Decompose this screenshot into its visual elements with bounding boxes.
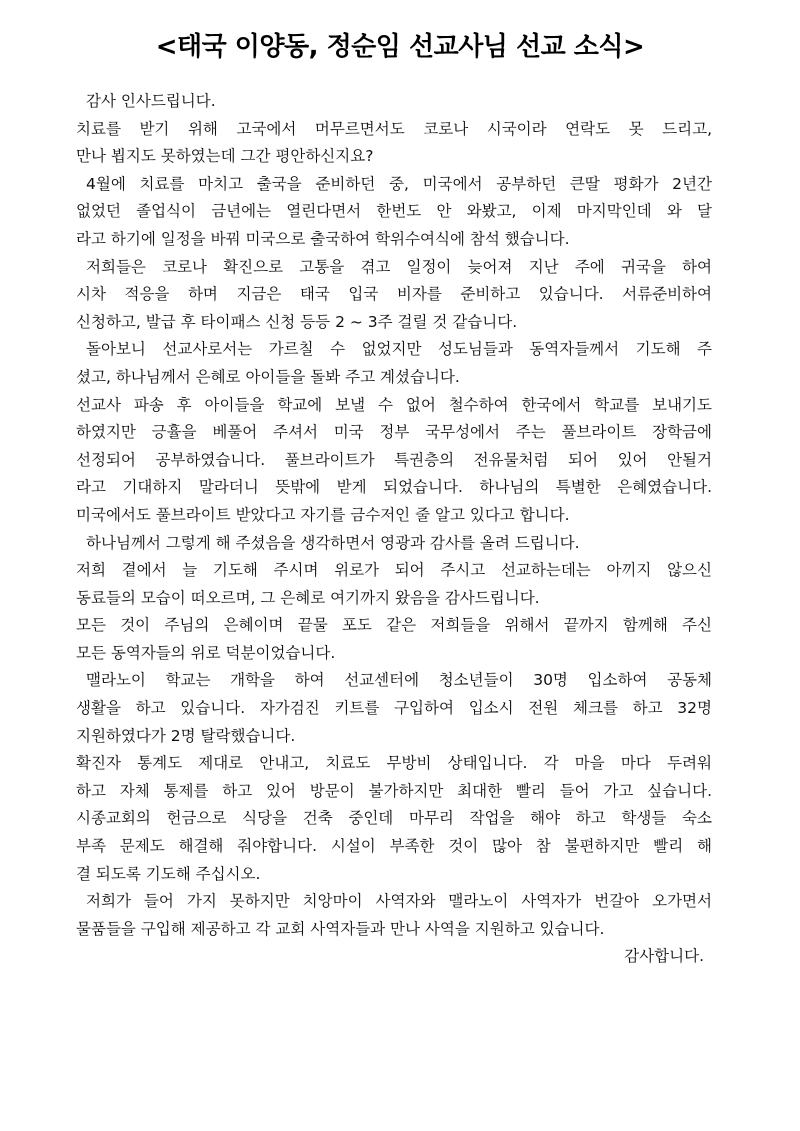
letter-body — [76, 88, 712, 971]
body-line: 동료들의 모습이 떠오르며, 그 은혜로 여기까지 왔음을 감사드립니다. — [76, 588, 540, 607]
body-line: 생활을 하고 있습니다. 자가검진 키트를 구입하여 입소시 전원 체크를 하고 32명 — [76, 699, 712, 718]
body-line: 시차 적응을 하며 지금은 태국 입국 비자를 준비하고 있습니다. 서류준비하여 — [76, 285, 712, 304]
body-line: 저희들은 코로나 확진으로 고통을 겪고 일정이 늦어져 지난 주에 귀국을 하여 — [86, 257, 712, 276]
body-line: 시종교회의 헌금으로 식당을 건축 중인데 마무리 작업을 해야 하고 학생들 숙소 — [76, 809, 712, 828]
body-line: 선정되어 공부하였습니다. 풀브라이트가 특권층의 전유물처럼 되어 있어 안될거 — [76, 450, 712, 469]
body-line: 맬라노이 학교는 개학을 하여 선교센터에 청소년들이 30명 입소하여 공동체 — [86, 671, 712, 690]
body-line: 물품들을 구입해 제공하고 각 교회 사역자들과 만나 사역을 지원하고 있습니다. — [76, 919, 605, 938]
body-line: 하고 자체 통제를 하고 있어 방문이 불가하지만 최대한 빨리 들어 가고 싶습니다. — [76, 781, 712, 800]
body-line: 저희가 들어 가지 못하지만 치앙마이 사역자와 맬라노이 사역자가 번갈아 오가면서 — [86, 892, 712, 911]
body-line: 하나님께서 그렇게 해 주셨음을 생각하면서 영광과 감사를 올려 드립니다. — [86, 533, 580, 552]
body-line: 지원하였다가 2명 탈락했습니다. — [76, 726, 296, 745]
body-line: 없었던 졸업식이 금년에는 열린다면서 한번도 안 와봤고, 이제 마지막인데 와 달 — [76, 202, 712, 221]
body-line: 확진자 통계도 제대로 안내고, 치료도 무방비 상태입니다. 각 마을 마다 두려워 — [76, 754, 712, 773]
body-line: 만나 뵙지도 못하였는데 그간 평안하신지요? — [76, 147, 374, 166]
body-line: 신청하고, 발급 후 타이패스 신청 등등 2 ~ 3주 걸릴 것 같습니다. — [76, 312, 518, 331]
body-line: 돌아보니 선교사로서는 가르칠 수 없었지만 성도님들과 동역자들께서 기도해 주 — [86, 340, 712, 359]
body-line: 모든 동역자들의 위로 덕분이었습니다. — [76, 643, 336, 662]
body-line: 라고 하기에 일정을 바꿔 미국으로 출국하여 학위수여식에 참석 했습니다. — [76, 229, 570, 248]
body-line: 치료를 받기 위해 고국에서 머무르면서도 코로나 시국이라 연락도 못 드리고, — [76, 119, 712, 138]
body-line: 라고 기대하지 말라더니 뜻밖에 받게 되었습니다. 하나님의 특별한 은혜였습니다. — [76, 478, 712, 497]
body-line: 감사 인사드립니다. — [86, 92, 216, 110]
closing-line: 감사합니다. — [624, 947, 704, 966]
body-line: 하였지만 긍휼을 베풀어 주셔서 미국 정부 국무성에서 주는 풀브라이트 장학금에 — [76, 423, 712, 442]
body-line: 선교사 파송 후 아이들을 학교에 보낼 수 없어 철수하여 한국에서 학교를 보내기도 — [76, 395, 712, 414]
body-line: 미국에서도 풀브라이트 받았다고 자기를 금수저인 줄 알고 있다고 합니다. — [76, 505, 570, 524]
body-line: 저희 곁에서 늘 기도해 주시며 위로가 되어 주시고 선교하는데는 아끼지 않으신 — [76, 561, 712, 580]
body-line: 4월에 치료를 마치고 출국을 준비하던 중, 미국에서 공부하던 큰딸 평화가 2년간 — [86, 174, 712, 193]
body-line: 결 되도록 기도해 주십시오. — [76, 864, 261, 883]
body-line: 셨고, 하나님께서 은혜로 아이들을 돌봐 주고 계셨습니다. — [76, 367, 460, 386]
body-line: 모든 것이 주님의 은혜이며 끝물 포도 같은 저희들을 위해서 끝까지 함께해 주신 — [76, 616, 712, 635]
letter-title: <태국 이양동, 정순임 선교사님 선교 소식> — [155, 32, 645, 62]
body-line: 부족 문제도 해결해 줘야합니다. 시설이 부족한 것이 많아 참 불편하지만 빨리 해 — [76, 837, 712, 856]
